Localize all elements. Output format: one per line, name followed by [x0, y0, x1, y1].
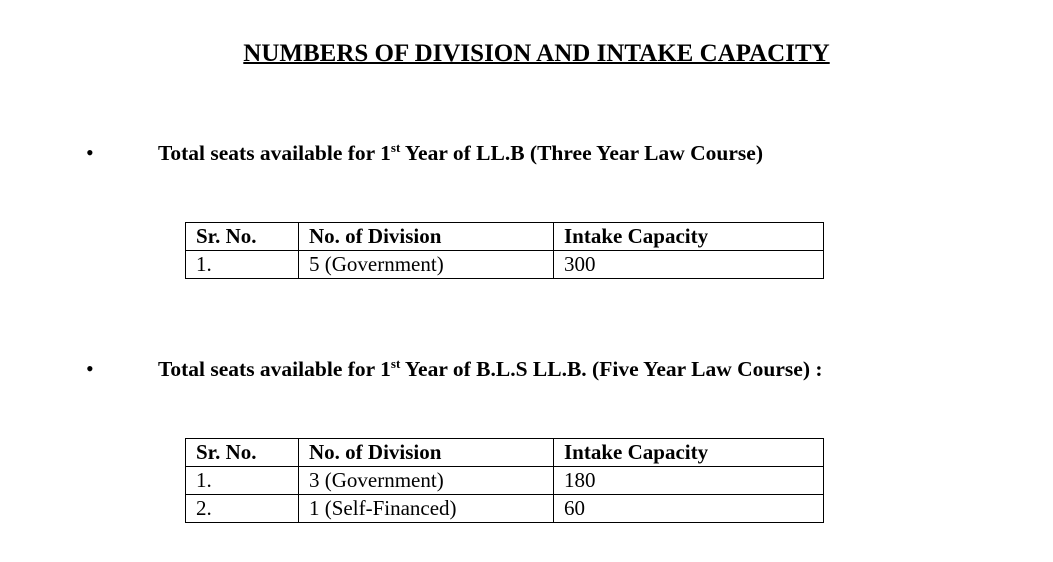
- table-row: [186, 251, 824, 279]
- heading-superscript: st: [390, 356, 401, 371]
- bullet-icon: •: [86, 356, 94, 381]
- cell-sr-no: 1.: [186, 251, 299, 279]
- intake-table-llb: [185, 222, 824, 279]
- cell-intake: 60: [554, 495, 824, 523]
- header-sr-no: Sr. No.: [186, 439, 299, 467]
- heading-text: Total seats available for 1: [158, 141, 391, 166]
- header-intake: Intake Capacity: [554, 223, 824, 251]
- section-heading-bls-llb: [158, 356, 823, 382]
- cell-intake: 300: [554, 251, 824, 279]
- header-divisions: No. of Division: [299, 439, 554, 467]
- header-divisions: No. of Division: [299, 223, 554, 251]
- page-title: NUMBERS OF DIVISION AND INTAKE CAPACITY: [243, 40, 830, 67]
- heading-text: Year of LL.B (Three Year Law Course): [400, 141, 763, 166]
- header-intake: Intake Capacity: [554, 439, 824, 467]
- section-heading-llb: [158, 140, 763, 166]
- cell-divisions: 5 (Government): [299, 251, 554, 279]
- cell-divisions: 3 (Government): [299, 467, 554, 495]
- cell-divisions: 1 (Self-Financed): [299, 495, 554, 523]
- cell-intake: 180: [554, 467, 824, 495]
- cell-sr-no: 2.: [186, 495, 299, 523]
- cell-sr-no: 1.: [186, 467, 299, 495]
- table-header-row: [186, 223, 824, 251]
- table-header-row: [186, 439, 824, 467]
- heading-text: Total seats available for 1: [158, 357, 391, 382]
- header-sr-no: Sr. No.: [186, 223, 299, 251]
- heading-text: Year of B.L.S LL.B. (Five Year Law Course) :: [400, 357, 823, 382]
- table-row: [186, 495, 824, 523]
- intake-table-bls-llb: [185, 438, 824, 523]
- table-row: [186, 467, 824, 495]
- heading-superscript: st: [390, 140, 401, 155]
- bullet-icon: •: [86, 140, 94, 165]
